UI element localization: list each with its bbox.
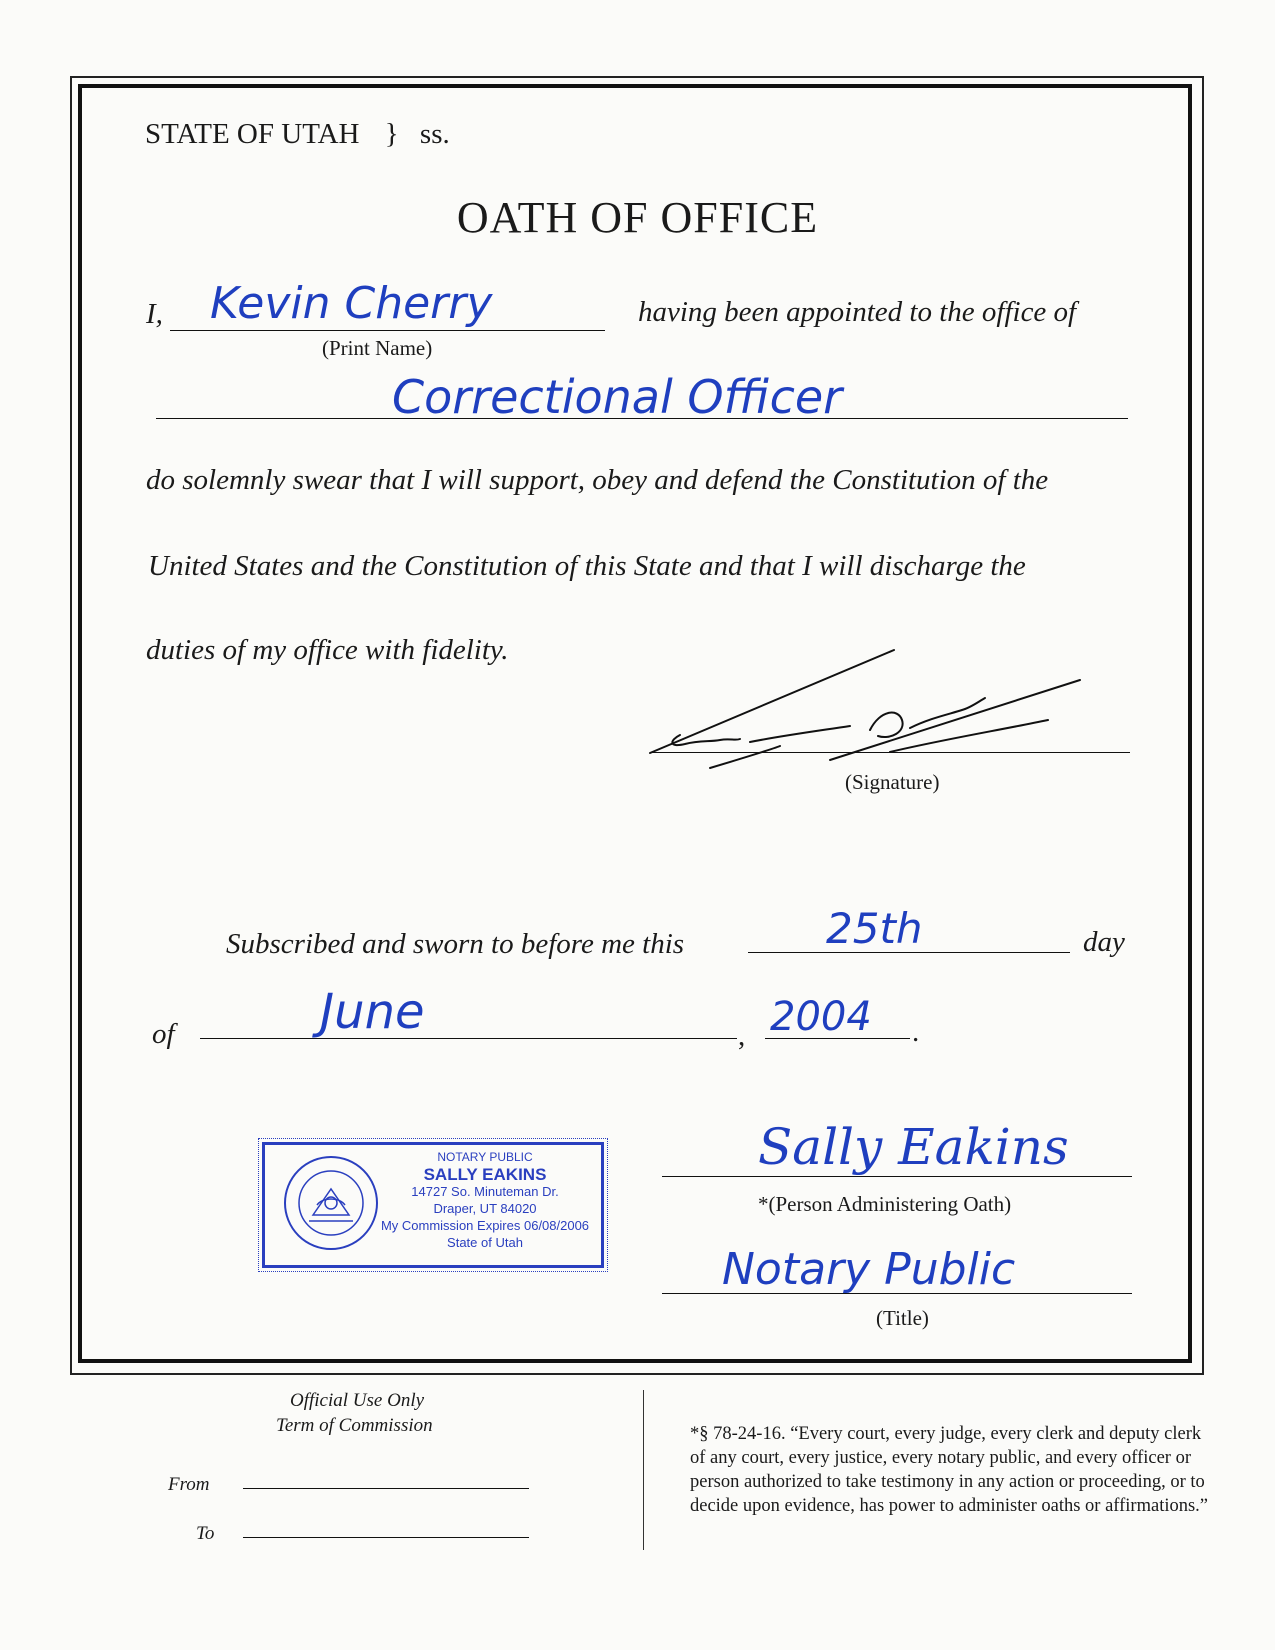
ss-label: ss.	[419, 118, 450, 150]
title-line	[662, 1293, 1132, 1294]
day-word: day	[1083, 926, 1125, 958]
stamp-line-4: Draper, UT 84020	[433, 1201, 537, 1216]
oath-line-3: duties of my office with fidelity.	[146, 634, 509, 666]
administrator-caption: *(Person Administering Oath)	[758, 1192, 1012, 1216]
oath-line-2: United States and the Constitution of this State and that I will discharge the	[148, 550, 1026, 582]
stamp-line-2: SALLY EAKINS	[423, 1165, 547, 1184]
oath-signature	[640, 640, 1100, 785]
title-value: Notary Public	[722, 1244, 1016, 1295]
comma: ,	[738, 1020, 746, 1052]
year-value: 2004	[770, 994, 872, 1040]
signature-line	[650, 752, 1130, 753]
stamp-line-3: 14727 So. Minuteman Dr.	[411, 1184, 559, 1199]
administrator-line	[662, 1176, 1132, 1177]
statute-note: *§ 78-24-16. “Every court, every judge, every clerk and deputy clerk of any court, every justice, every notary public, and every officer or person authorized to take testimony in any action or proceeding, or to decide upon evidence, has power to administer oaths or affirmations.”	[690, 1424, 1209, 1516]
document-title: OATH OF OFFICE	[456, 193, 819, 242]
appointed-text: having been appointed to the office of	[638, 296, 1077, 328]
oath-prefix: I,	[146, 298, 163, 330]
term-of-commission-heading: Term of Commission	[276, 1415, 433, 1436]
official-use-heading: Official Use Only	[290, 1390, 425, 1411]
day-value: 25th	[826, 904, 923, 953]
print-name-caption: (Print Name)	[322, 336, 433, 360]
oath-line-1: do solemnly swear that I will support, obey and defend the Constitution of the	[146, 464, 1049, 496]
from-field[interactable]	[243, 1488, 529, 1489]
from-label: From	[168, 1474, 210, 1495]
signature-caption: (Signature)	[845, 770, 940, 794]
name-line	[170, 330, 605, 331]
period: .	[912, 1016, 920, 1048]
brace: }	[384, 118, 399, 150]
state-heading	[145, 118, 450, 151]
month-line	[200, 1038, 737, 1039]
administrator-signature: Sally Eakins	[758, 1118, 1069, 1176]
printed-name: Kevin Cherry	[210, 278, 493, 329]
state-seal-icon	[281, 1153, 381, 1253]
stamp-line-5: My Commission Expires 06/08/2006	[380, 1218, 590, 1233]
stamp-line-6: State of Utah	[447, 1235, 523, 1250]
stamp-line-1: NOTARY PUBLIC	[437, 1150, 533, 1164]
office-value: Correctional Officer	[392, 370, 843, 424]
to-label: To	[196, 1523, 215, 1544]
sworn-text: Subscribed and sworn to before me this	[226, 928, 685, 960]
title-caption: (Title)	[876, 1306, 929, 1330]
notary-stamp	[262, 1142, 604, 1268]
to-field[interactable]	[243, 1537, 529, 1538]
month-value: June	[320, 984, 425, 1040]
state-name: STATE OF UTAH	[145, 118, 360, 150]
of-word: of	[152, 1018, 175, 1050]
footer-divider	[643, 1390, 644, 1550]
